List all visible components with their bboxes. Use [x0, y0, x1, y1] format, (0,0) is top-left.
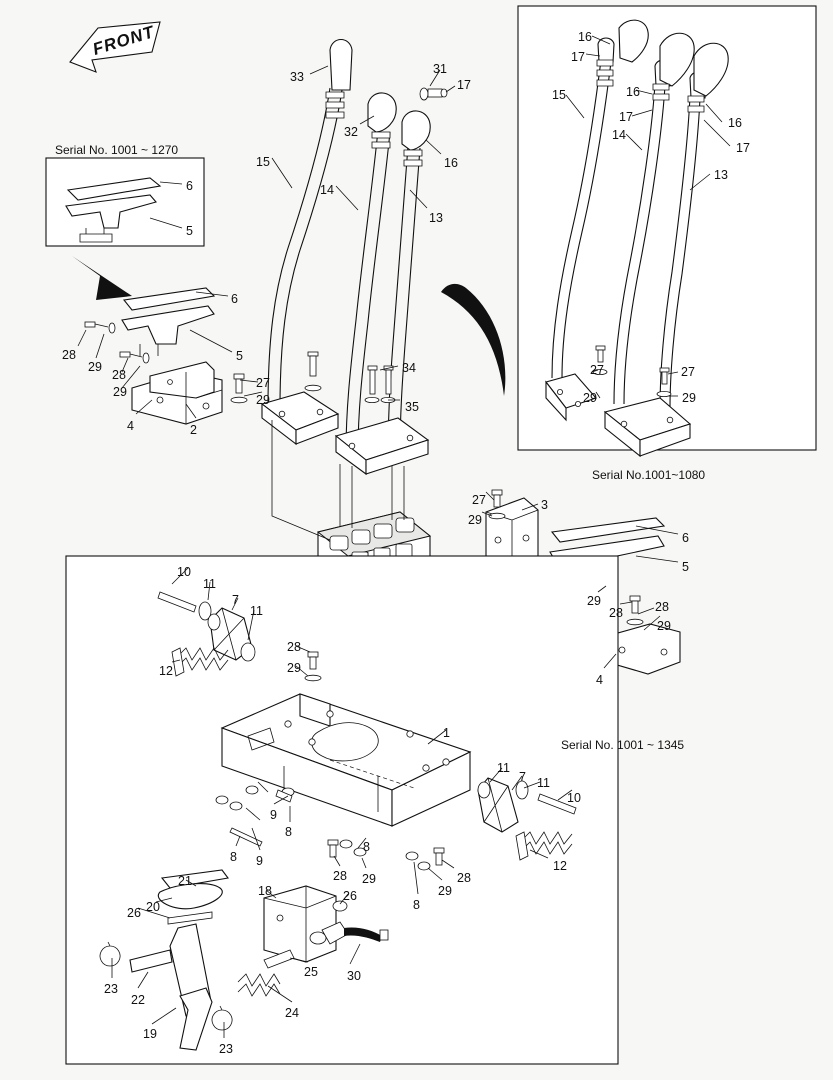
callout-number: 3: [541, 498, 548, 512]
callout-number: 10: [177, 565, 191, 579]
callout-number: 35: [405, 400, 419, 414]
callout-number: 29: [468, 513, 482, 527]
callout-number: 6: [682, 531, 689, 545]
note-serial-1001-1345: Serial No. 1001 ~ 1345: [561, 738, 685, 752]
callout-number: 17: [457, 78, 471, 92]
callout-number: 27: [256, 376, 270, 390]
callout-number: 28: [112, 368, 126, 382]
callout-number: 29: [587, 594, 601, 608]
inset-serial-1001-1345: [66, 556, 618, 1064]
callout-number: 28: [333, 869, 347, 883]
callout-number: 17: [619, 110, 633, 124]
callout-number: 14: [612, 128, 626, 142]
callout-number: 5: [236, 349, 243, 363]
callout-number: 1: [443, 726, 450, 740]
callout-number: 15: [256, 155, 270, 169]
note-serial-1001-1080: Serial No.1001~1080: [592, 468, 706, 482]
callout-number: 27: [472, 493, 486, 507]
callout-number: 34: [402, 361, 416, 375]
callout-number: 32: [344, 125, 358, 139]
callout-number: 8: [413, 898, 420, 912]
callout-number: 2: [190, 423, 197, 437]
callout-number: 16: [728, 116, 742, 130]
callout-number: 28: [609, 606, 623, 620]
callout-number: 17: [736, 141, 750, 155]
callout-number: 24: [285, 1006, 299, 1020]
callout-number: 5: [682, 560, 689, 574]
callout-number: 16: [626, 85, 640, 99]
front-arrow-label: FRONT: [90, 22, 157, 59]
callout-number: 16: [444, 156, 458, 170]
callout-number: 5: [186, 224, 193, 238]
callout-number: 26: [127, 906, 141, 920]
note-serial-1001-1270: Serial No. 1001 ~ 1270: [55, 143, 179, 157]
callout-number: 17: [571, 50, 585, 64]
callout-number: 6: [186, 179, 193, 193]
callout-number: 29: [287, 661, 301, 675]
callout-number: 4: [127, 419, 134, 433]
callout-number: 27: [681, 365, 695, 379]
callout-number: 23: [219, 1042, 233, 1056]
callout-number: 29: [362, 872, 376, 886]
callout-number: 30: [347, 969, 361, 983]
callout-number: 29: [438, 884, 452, 898]
callout-number: 9: [256, 854, 263, 868]
callout-number: 9: [270, 808, 277, 822]
callout-number: 4: [596, 673, 603, 687]
callout-number: 16: [578, 30, 592, 44]
callout-number: 12: [159, 664, 173, 678]
callout-number: 8: [363, 840, 370, 854]
callout-number: 28: [655, 600, 669, 614]
callout-number: 33: [290, 70, 304, 84]
callout-number: 27: [590, 363, 604, 377]
callout-number: 20: [146, 900, 160, 914]
callout-number: 8: [285, 825, 292, 839]
callout-number: 29: [256, 393, 270, 407]
callout-number: 21: [178, 874, 192, 888]
callout-number: 15: [552, 88, 566, 102]
callout-number: 6: [231, 292, 238, 306]
callout-number: 8: [230, 850, 237, 864]
callout-number: 7: [232, 593, 239, 607]
callout-number: 22: [131, 993, 145, 1007]
callout-number: 11: [497, 761, 510, 775]
callout-number: 31: [433, 62, 447, 76]
callout-number: 29: [657, 619, 671, 633]
callout-number: 25: [304, 965, 318, 979]
callout-number: 29: [88, 360, 102, 374]
callout-number: 29: [583, 391, 597, 405]
inset-serial-1001-1080: [518, 6, 816, 456]
callout-number: 28: [287, 640, 301, 654]
inset-serial-1001-1270: [46, 158, 204, 246]
callout-number: 11: [537, 776, 550, 790]
callout-number: 7: [519, 770, 526, 784]
callout-number: 19: [143, 1027, 157, 1041]
callout-number: 26: [343, 889, 357, 903]
callout-number: 13: [429, 211, 443, 225]
callout-number: 18: [258, 884, 272, 898]
callout-number: 29: [113, 385, 127, 399]
callout-number: 13: [714, 168, 728, 182]
callout-number: 23: [104, 982, 118, 996]
callout-number: 11: [250, 604, 263, 618]
callout-number: 29: [682, 391, 696, 405]
callout-number: 14: [320, 183, 334, 197]
callout-number: 28: [62, 348, 76, 362]
callout-number: 28: [457, 871, 471, 885]
callout-number: 11: [203, 577, 216, 591]
callout-number: 10: [567, 791, 581, 805]
callout-number: 12: [553, 859, 567, 873]
